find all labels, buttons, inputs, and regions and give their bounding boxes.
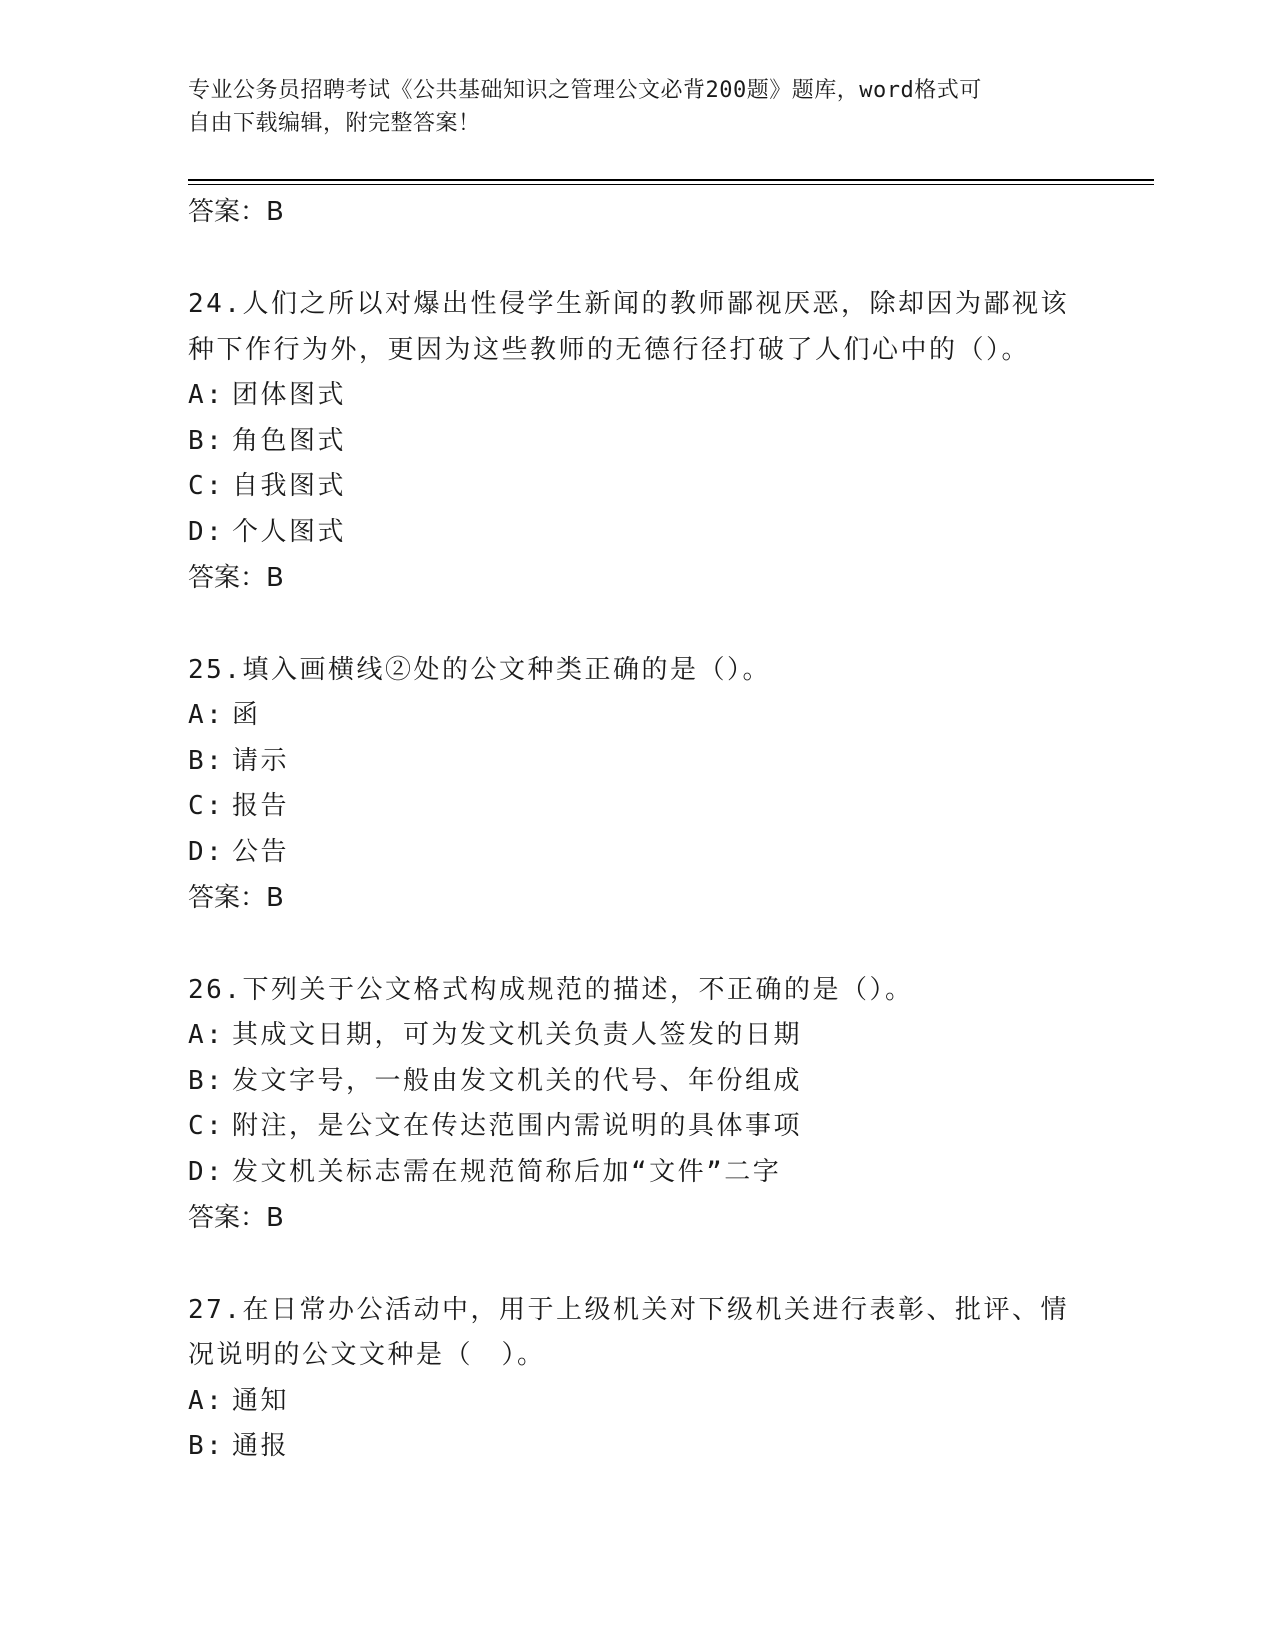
option-d	[188, 1150, 1088, 1196]
option-d	[188, 830, 1088, 876]
option-b	[188, 419, 1088, 465]
option-key: C:	[188, 1111, 225, 1142]
header-divider-thin	[188, 184, 1154, 185]
header-divider-thick	[188, 179, 1154, 181]
option-key: D:	[188, 836, 225, 867]
option-key: B:	[188, 745, 225, 776]
question-text: 24.人们之所以对爆出性侵学生新闻的教师鄙视厌恶，除却因为鄙视该种下作行为外，更因为这些教师的无德行径打破了人们心中的（）。	[188, 289, 1069, 365]
option-text: 通报	[232, 1431, 290, 1462]
option-key: B:	[188, 1065, 225, 1096]
option-a	[188, 373, 1088, 419]
option-text: 报告	[232, 791, 290, 822]
option-text: 发文机关标志需在规范简称后加“文件”二字	[232, 1156, 782, 1187]
option-key: B:	[188, 1431, 225, 1462]
option-c	[188, 1104, 1088, 1150]
option-text: 个人图式	[232, 516, 347, 547]
option-key: C:	[188, 791, 225, 822]
option-key: D:	[188, 516, 225, 547]
question-26	[188, 968, 1088, 1241]
spacer	[188, 1241, 1088, 1288]
option-text: 通知	[232, 1385, 290, 1416]
option-key: C:	[188, 471, 225, 502]
option-b	[188, 739, 1088, 785]
answer-line: 答案：B	[188, 1202, 284, 1233]
option-c	[188, 784, 1088, 830]
option-text: 自我图式	[232, 471, 347, 502]
option-text: 附注，是公文在传达范围内需说明的具体事项	[232, 1111, 803, 1142]
option-a	[188, 1013, 1088, 1059]
option-text: 角色图式	[232, 425, 347, 456]
answer-line: 答案：B	[188, 882, 284, 913]
option-key: A:	[188, 1385, 225, 1416]
header-line-2: 自由下载编辑，附完整答案！	[188, 111, 481, 136]
question-25	[188, 648, 1088, 921]
question-text: 26.下列关于公文格式构成规范的描述，不正确的是（）。	[188, 974, 914, 1005]
question-27	[188, 1288, 1088, 1470]
option-text: 请示	[232, 745, 290, 776]
answer-line: 答案：B	[188, 197, 284, 227]
document-header	[188, 74, 1088, 140]
option-key: D:	[188, 1156, 225, 1187]
option-text: 发文字号，一般由发文机关的代号、年份组成	[232, 1065, 803, 1096]
option-a	[188, 693, 1088, 739]
option-key: A:	[188, 380, 225, 411]
option-b	[188, 1424, 1088, 1470]
option-key: A:	[188, 700, 225, 731]
answer-line: 答案：B	[188, 562, 284, 593]
spacer	[188, 921, 1088, 968]
option-key: B:	[188, 425, 225, 456]
question-text: 25.填入画横线②处的公文种类正确的是（）。	[188, 654, 771, 685]
question-text: 27.在日常办公活动中，用于上级机关对下级机关进行表彰、批评、情况说明的公文文种是（ ）。	[188, 1294, 1069, 1371]
spacer	[188, 235, 1088, 282]
option-text: 函	[232, 700, 261, 731]
option-key: A:	[188, 1020, 225, 1051]
option-a	[188, 1379, 1088, 1425]
option-text: 公告	[232, 836, 290, 867]
spacer	[188, 601, 1088, 648]
document-body	[188, 190, 1088, 1470]
option-text: 其成文日期，可为发文机关负责人签发的日期	[232, 1020, 803, 1051]
option-d	[188, 510, 1088, 556]
option-b	[188, 1059, 1088, 1105]
option-c	[188, 464, 1088, 510]
question-24	[188, 282, 1088, 601]
header-line-1: 专业公务员招聘考试《公共基础知识之管理公文必背200题》题库，word格式可	[188, 78, 982, 103]
option-text: 团体图式	[232, 380, 347, 411]
